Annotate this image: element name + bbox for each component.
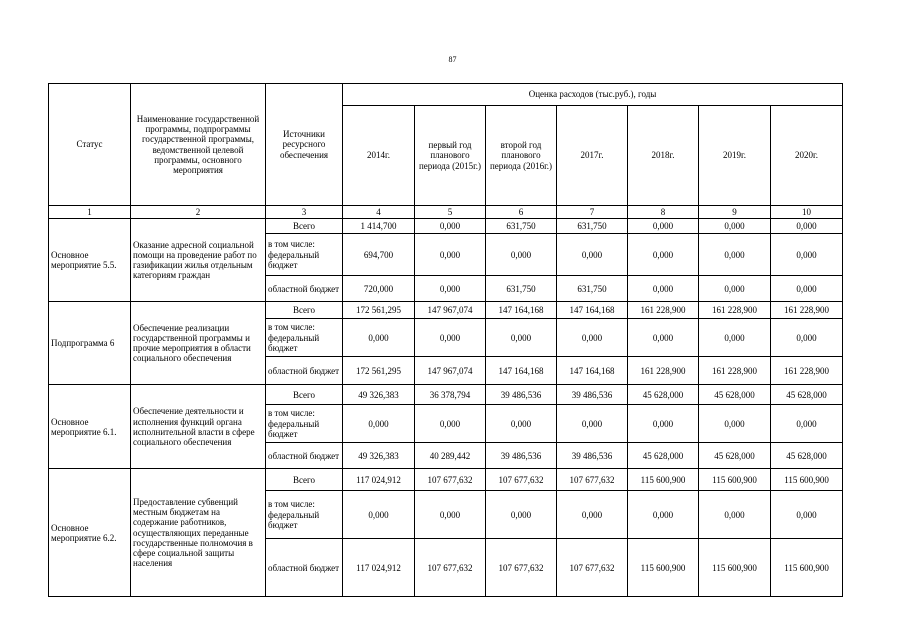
value-cell: 45 628,000 <box>699 385 771 405</box>
value-cell: 0,000 <box>486 405 557 443</box>
row-status: Подпрограмма 6 <box>49 302 131 385</box>
value-cell: 39 486,536 <box>486 385 557 405</box>
value-cell: 115 600,900 <box>771 469 843 491</box>
value-cell: 39 486,536 <box>557 385 628 405</box>
value-cell: 0,000 <box>699 491 771 539</box>
header-year: 2018г. <box>628 106 699 206</box>
value-cell: 49 326,383 <box>343 385 415 405</box>
value-cell: 40 289,442 <box>415 443 486 469</box>
value-cell: 147 967,074 <box>415 357 486 385</box>
row-source: областной бюджет <box>266 357 343 385</box>
value-cell: 39 486,536 <box>557 443 628 469</box>
column-number: 7 <box>557 206 628 219</box>
value-cell: 0,000 <box>343 405 415 443</box>
value-cell: 0,000 <box>415 319 486 357</box>
value-cell: 0,000 <box>343 491 415 539</box>
value-cell: 0,000 <box>486 234 557 276</box>
value-cell: 147 164,168 <box>486 302 557 319</box>
value-cell: 0,000 <box>771 276 843 302</box>
value-cell: 161 228,900 <box>699 357 771 385</box>
value-cell: 0,000 <box>771 219 843 234</box>
value-cell: 172 561,295 <box>343 357 415 385</box>
table-row <box>49 219 843 234</box>
value-cell: 694,700 <box>343 234 415 276</box>
column-number: 8 <box>628 206 699 219</box>
value-cell: 147 967,074 <box>415 302 486 319</box>
value-cell: 0,000 <box>628 491 699 539</box>
value-cell: 161 228,900 <box>771 302 843 319</box>
value-cell: 107 677,632 <box>557 539 628 597</box>
value-cell: 45 628,000 <box>628 385 699 405</box>
value-cell: 0,000 <box>557 234 628 276</box>
header-estimate: Оценка расходов (тыс.руб.), годы <box>343 84 843 106</box>
value-cell: 0,000 <box>628 219 699 234</box>
value-cell: 0,000 <box>771 319 843 357</box>
row-source: в том числе: федеральный бюджет <box>266 491 343 539</box>
header-year: 2017г. <box>557 106 628 206</box>
value-cell: 0,000 <box>699 276 771 302</box>
value-cell: 147 164,168 <box>557 357 628 385</box>
value-cell: 45 628,000 <box>771 443 843 469</box>
value-cell: 115 600,900 <box>771 539 843 597</box>
value-cell: 720,000 <box>343 276 415 302</box>
value-cell: 115 600,900 <box>628 539 699 597</box>
table-row <box>49 385 843 405</box>
value-cell: 0,000 <box>486 491 557 539</box>
value-cell: 147 164,168 <box>486 357 557 385</box>
value-cell: 0,000 <box>628 319 699 357</box>
value-cell: 107 677,632 <box>557 469 628 491</box>
value-cell: 0,000 <box>699 319 771 357</box>
value-cell: 172 561,295 <box>343 302 415 319</box>
table-row <box>49 469 843 491</box>
value-cell: 0,000 <box>628 276 699 302</box>
column-number: 1 <box>49 206 131 219</box>
value-cell: 115 600,900 <box>699 469 771 491</box>
row-source: Всего <box>266 469 343 491</box>
value-cell: 0,000 <box>415 276 486 302</box>
row-source: Всего <box>266 302 343 319</box>
column-numbers-row <box>49 206 843 219</box>
value-cell: 0,000 <box>771 405 843 443</box>
column-number: 5 <box>415 206 486 219</box>
row-source: областной бюджет <box>266 443 343 469</box>
value-cell: 0,000 <box>628 405 699 443</box>
value-cell: 631,750 <box>557 219 628 234</box>
value-cell: 631,750 <box>486 219 557 234</box>
row-name: Обеспечение деятельности и исполнения функций органа исполнительной власти в сфере социального обеспечения <box>131 385 266 469</box>
value-cell: 45 628,000 <box>699 443 771 469</box>
value-cell: 631,750 <box>486 276 557 302</box>
header-year: 2014г. <box>343 106 415 206</box>
value-cell: 117 024,912 <box>343 539 415 597</box>
value-cell: 0,000 <box>415 405 486 443</box>
value-cell: 0,000 <box>771 491 843 539</box>
value-cell: 39 486,536 <box>486 443 557 469</box>
value-cell: 1 414,700 <box>343 219 415 234</box>
value-cell: 0,000 <box>557 405 628 443</box>
value-cell: 0,000 <box>628 234 699 276</box>
row-source: областной бюджет <box>266 539 343 597</box>
value-cell: 161 228,900 <box>628 302 699 319</box>
row-source: в том числе: федеральный бюджет <box>266 405 343 443</box>
row-source: в том числе: федеральный бюджет <box>266 234 343 276</box>
value-cell: 0,000 <box>415 234 486 276</box>
row-status: Основное мероприятие 6.2. <box>49 469 131 597</box>
value-cell: 107 677,632 <box>415 539 486 597</box>
header-name: Наименование государственной программы, подпрограммы государственной программы, ведомственной целевой программы, основного мероприятия <box>131 84 266 206</box>
column-number: 10 <box>771 206 843 219</box>
value-cell: 0,000 <box>557 491 628 539</box>
value-cell: 0,000 <box>415 491 486 539</box>
header-year: 2020г. <box>771 106 843 206</box>
value-cell: 0,000 <box>699 219 771 234</box>
column-number: 2 <box>131 206 266 219</box>
row-source: Всего <box>266 219 343 234</box>
header-year: первый год планового периода (2015г.) <box>415 106 486 206</box>
value-cell: 49 326,383 <box>343 443 415 469</box>
value-cell: 107 677,632 <box>486 539 557 597</box>
value-cell: 45 628,000 <box>628 443 699 469</box>
value-cell: 107 677,632 <box>415 469 486 491</box>
value-cell: 115 600,900 <box>699 539 771 597</box>
value-cell: 0,000 <box>343 319 415 357</box>
value-cell: 107 677,632 <box>486 469 557 491</box>
column-number: 3 <box>266 206 343 219</box>
row-status: Основное мероприятие 6.1. <box>49 385 131 469</box>
row-source: в том числе: федеральный бюджет <box>266 319 343 357</box>
value-cell: 0,000 <box>699 405 771 443</box>
value-cell: 161 228,900 <box>628 357 699 385</box>
header-sources: Источники ресурсного обеспечения <box>266 84 343 206</box>
header-year: 2019г. <box>699 106 771 206</box>
value-cell: 115 600,900 <box>628 469 699 491</box>
value-cell: 631,750 <box>557 276 628 302</box>
value-cell: 0,000 <box>771 234 843 276</box>
value-cell: 0,000 <box>415 219 486 234</box>
row-name: Обеспечение реализации государственной программы и прочие мероприятия в области социального обеспечения <box>131 302 266 385</box>
row-source: Всего <box>266 385 343 405</box>
row-name: Предоставление субвенций местным бюджетам на содержание работников, осуществляющих переданные государственные полномочия в сфере социальной защиты населения <box>131 469 266 597</box>
row-name: Оказание адресной социальной помощи на проведение работ по газификации жилья отдельным категориям граждан <box>131 219 266 302</box>
budget-table <box>48 83 843 597</box>
column-number: 6 <box>486 206 557 219</box>
value-cell: 161 228,900 <box>771 357 843 385</box>
row-source: областной бюджет <box>266 276 343 302</box>
value-cell: 0,000 <box>486 319 557 357</box>
page-number: 87 <box>448 55 457 64</box>
table-row <box>49 302 843 319</box>
value-cell: 147 164,168 <box>557 302 628 319</box>
value-cell: 0,000 <box>699 234 771 276</box>
value-cell: 117 024,912 <box>343 469 415 491</box>
column-number: 4 <box>343 206 415 219</box>
column-number: 9 <box>699 206 771 219</box>
value-cell: 36 378,794 <box>415 385 486 405</box>
value-cell: 161 228,900 <box>699 302 771 319</box>
header-year: второй год планового периода (2016г.) <box>486 106 557 206</box>
value-cell: 0,000 <box>557 319 628 357</box>
row-status: Основное мероприятие 5.5. <box>49 219 131 302</box>
value-cell: 45 628,000 <box>771 385 843 405</box>
header-status: Статус <box>49 84 131 206</box>
